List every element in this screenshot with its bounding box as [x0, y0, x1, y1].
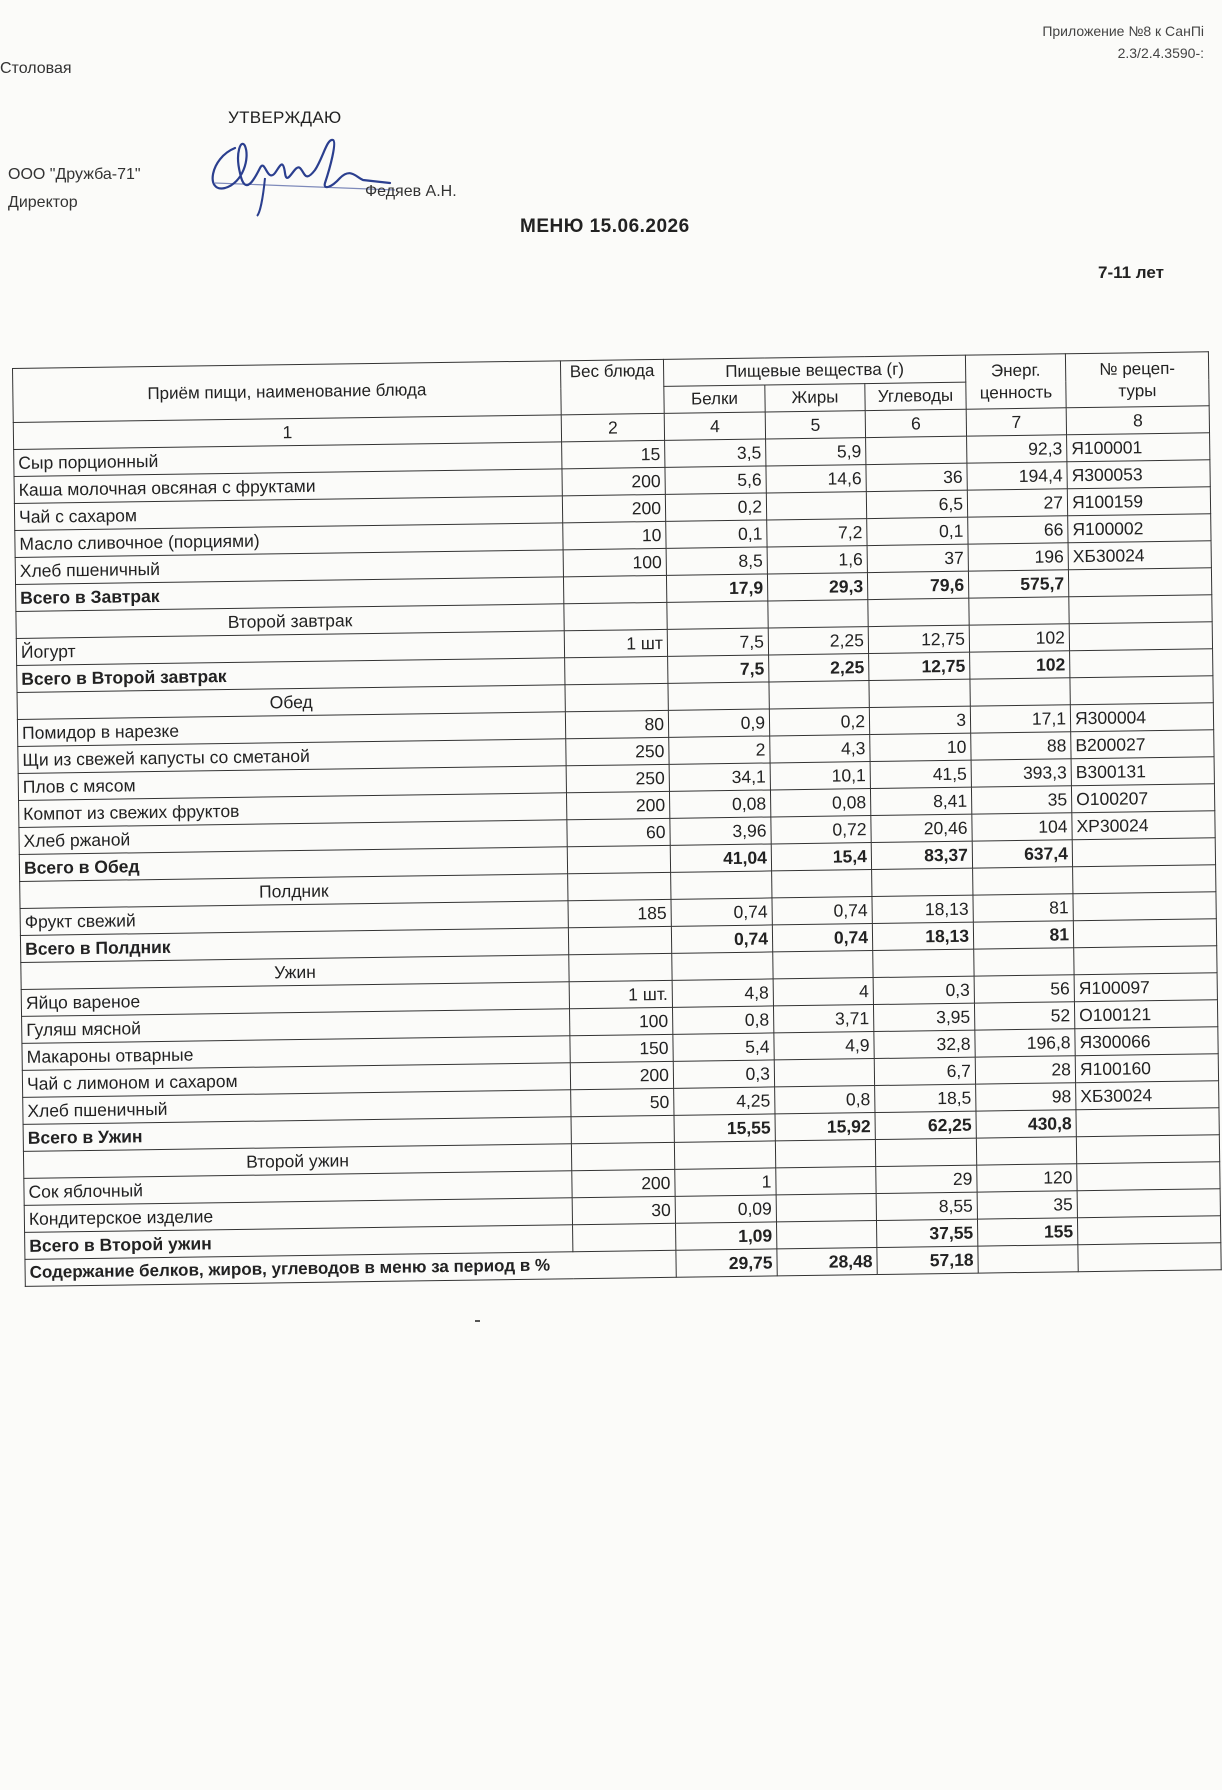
dish-weight: 200 [566, 791, 669, 819]
dish-recipe [1077, 1189, 1220, 1218]
dish-recipe: ХР30024 [1072, 811, 1215, 840]
dish-energy: 56 [974, 975, 1074, 1003]
dish-energy: 17,1 [970, 705, 1070, 733]
dish-carbs: 12,75 [868, 625, 969, 653]
dish-recipe: О100121 [1074, 1000, 1217, 1029]
dish-fat: 4,9 [774, 1032, 874, 1060]
dish-recipe: Я100159 [1067, 487, 1210, 516]
total-label: Всего в Обед [19, 847, 567, 882]
total-energy: 430,8 [976, 1110, 1076, 1138]
total-protein: 17,9 [666, 574, 767, 602]
header-recipe-line-1: № рецеп- [1099, 358, 1176, 379]
dish-fat: 4 [773, 978, 873, 1006]
dish-energy: 27 [967, 489, 1067, 517]
dish-name: Щи из свежей капусты со сметаной [18, 739, 566, 774]
empty-cell [674, 1141, 775, 1169]
summary-carbs: 57,18 [877, 1246, 978, 1274]
total-energy: 575,7 [968, 570, 1068, 598]
dish-protein: 34,1 [669, 763, 770, 791]
dish-name: Кондитерское изделие [24, 1198, 572, 1233]
dish-name: Сок яблочный [24, 1171, 572, 1206]
header-recipe [1065, 352, 1209, 408]
dish-recipe: О100207 [1071, 784, 1214, 813]
col-number: 7 [966, 408, 1066, 436]
empty-cell [573, 1223, 676, 1251]
dish-protein: 4,25 [674, 1087, 775, 1115]
empty-cell [978, 1245, 1078, 1273]
empty-cell [565, 683, 668, 711]
dish-fat: 7,2 [767, 519, 867, 547]
total-fat: 15,4 [771, 843, 871, 871]
empty-cell [671, 871, 772, 899]
total-carbs: 62,25 [875, 1111, 976, 1139]
dish-recipe: Я300004 [1070, 703, 1213, 732]
empty-cell [1070, 649, 1213, 678]
dish-carbs: 6,5 [866, 490, 967, 518]
empty-cell [976, 1137, 1076, 1165]
total-carbs: 18,13 [872, 922, 973, 950]
dish-carbs: 0,1 [867, 517, 968, 545]
empty-cell [571, 1115, 674, 1143]
empty-cell [873, 949, 974, 977]
header-protein: Белки [664, 385, 765, 413]
empty-cell [1070, 676, 1213, 705]
dish-carbs: 10 [870, 733, 971, 761]
dish-fat [776, 1194, 876, 1222]
dish-name: Йогурт [16, 631, 564, 666]
total-protein: 41,04 [670, 844, 771, 872]
dish-recipe: Я300053 [1067, 460, 1210, 489]
dish-protein: 7,5 [667, 628, 768, 656]
total-fat: 2,25 [769, 654, 869, 682]
empty-cell [969, 597, 1069, 625]
dish-recipe: Я100160 [1075, 1054, 1218, 1083]
dish-carbs: 41,5 [870, 760, 971, 788]
dish-protein: 0,9 [668, 709, 769, 737]
dish-carbs: 18,5 [875, 1084, 976, 1112]
dish-name: Компот из свежих фруктов [19, 793, 567, 828]
dish-weight: 200 [562, 494, 665, 522]
dish-name: Помидор в нарезке [17, 712, 565, 747]
total-protein: 7,5 [668, 655, 769, 683]
col-number: 1 [13, 415, 561, 450]
dish-weight: 80 [565, 710, 668, 738]
dish-name: Яйцо вареное [21, 982, 569, 1017]
dish-fat: 0,8 [775, 1086, 875, 1114]
dish-recipe [1077, 1162, 1220, 1191]
total-label: Всего в Второй завтрак [17, 658, 565, 693]
dish-carbs: 6,7 [874, 1057, 975, 1085]
dish-energy: 81 [973, 894, 1073, 922]
director-name: Федяев А.Н. [365, 183, 457, 200]
empty-cell [563, 575, 666, 603]
total-protein: 0,74 [671, 925, 772, 953]
dish-protein: 4,8 [672, 979, 773, 1007]
dish-fat [774, 1059, 874, 1087]
empty-cell [1076, 1108, 1219, 1137]
total-carbs: 12,75 [869, 652, 970, 680]
total-fat: 15,92 [775, 1113, 875, 1141]
total-label: Всего в Ужин [23, 1117, 571, 1152]
empty-cell [668, 682, 769, 710]
empty-cell [869, 679, 970, 707]
header-nutrients: Пищевые вещества (г) [663, 355, 965, 386]
dish-weight: 200 [562, 467, 665, 495]
dish-name: Чай с лимоном и сахаром [22, 1063, 570, 1098]
dish-fat: 0,2 [769, 708, 869, 736]
dish-fat: 3,71 [773, 1005, 873, 1033]
dish-protein: 0,74 [671, 898, 772, 926]
org-type: Столовая [0, 60, 72, 77]
dish-name: Сыр порционный [14, 442, 562, 477]
dish-fat: 0,74 [772, 897, 872, 925]
total-energy: 155 [978, 1218, 1078, 1246]
dish-energy: 393,3 [971, 759, 1071, 787]
dish-protein: 0,8 [672, 1006, 773, 1034]
empty-cell [970, 678, 1070, 706]
dish-recipe: Я100001 [1067, 433, 1210, 462]
dish-protein: 5,6 [665, 466, 766, 494]
dish-energy: 66 [968, 516, 1068, 544]
empty-cell [567, 845, 670, 873]
empty-cell [875, 1138, 976, 1166]
dish-name: Хлеб пшеничный [15, 550, 563, 585]
dish-protein: 2 [669, 736, 770, 764]
dish-protein: 1 [675, 1168, 776, 1196]
header-energy-line-2: ценность [979, 381, 1053, 402]
empty-cell [1073, 919, 1216, 948]
director-position: Директор [8, 194, 78, 211]
empty-cell [768, 600, 868, 628]
dish-weight: 60 [567, 818, 670, 846]
header-carbs: Углеводы [865, 382, 966, 410]
dish-recipe: В200027 [1071, 730, 1214, 759]
dish-energy: 92,3 [967, 435, 1067, 463]
dish-energy: 196,8 [975, 1029, 1075, 1057]
total-fat: 29,3 [767, 573, 867, 601]
empty-cell [568, 926, 671, 954]
dish-carbs: 36 [866, 463, 967, 491]
dish-energy: 35 [977, 1191, 1077, 1219]
total-fat [776, 1221, 876, 1249]
dish-energy: 98 [976, 1083, 1076, 1111]
dish-carbs: 29 [876, 1165, 977, 1193]
dish-name: Хлеб ржаной [19, 820, 567, 855]
dish-weight: 150 [570, 1034, 673, 1062]
col-number: 6 [865, 409, 966, 437]
dish-carbs: 18,13 [872, 895, 973, 923]
dish-carbs: 20,46 [871, 814, 972, 842]
dish-weight: 10 [563, 521, 666, 549]
col-number: 4 [664, 412, 765, 440]
header-energy [965, 354, 1066, 409]
dish-fat [776, 1167, 876, 1195]
dish-recipe [1069, 622, 1212, 651]
dish-fat [766, 492, 866, 520]
dish-fat: 2,25 [768, 627, 868, 655]
dish-carbs [866, 436, 967, 464]
dish-carbs: 3,95 [873, 1003, 974, 1031]
empty-cell [569, 953, 672, 981]
dish-carbs: 0,3 [873, 976, 974, 1004]
dish-recipe [1073, 892, 1216, 921]
col-number: 5 [765, 411, 865, 439]
summary-fat: 28,48 [777, 1248, 877, 1276]
dish-weight: 1 шт [564, 629, 667, 657]
age-group: 7-11 лет [1098, 263, 1164, 282]
empty-cell [1076, 1135, 1219, 1164]
page-title: МЕНЮ 15.06.2026 [520, 216, 690, 237]
total-carbs: 37,55 [876, 1219, 977, 1247]
dish-energy: 102 [969, 624, 1069, 652]
empty-cell [565, 656, 668, 684]
col-number: 2 [561, 413, 664, 441]
dish-protein: 0,2 [665, 493, 766, 521]
empty-cell [672, 952, 773, 980]
dish-weight: 100 [570, 1007, 673, 1035]
total-carbs: 79,6 [867, 571, 968, 599]
dish-protein: 3,96 [670, 817, 771, 845]
dish-protein: 0,08 [669, 790, 770, 818]
dish-protein: 3,5 [665, 439, 766, 467]
dish-name: Каша молочная овсяная с фруктами [14, 469, 562, 504]
menu-body [13, 406, 1221, 1287]
dish-name: Гуляш мясной [22, 1009, 570, 1044]
dish-name: Фрукт свежий [20, 901, 568, 936]
dish-carbs: 32,8 [874, 1030, 975, 1058]
dish-protein: 0,1 [666, 520, 767, 548]
empty-cell [974, 948, 1074, 976]
dish-name: Хлеб пшеничный [23, 1090, 571, 1125]
dish-energy: 104 [972, 813, 1072, 841]
dish-carbs: 37 [867, 544, 968, 572]
dish-recipe: Я100002 [1068, 514, 1211, 543]
section-name: Второй ужин [23, 1144, 571, 1179]
empty-cell [1077, 1216, 1220, 1245]
appendix-note [1042, 20, 1204, 64]
header-dish: Приём пищи, наименование блюда [13, 361, 562, 423]
header-fat: Жиры [765, 384, 865, 412]
dish-fat: 5,9 [766, 438, 866, 466]
dish-name: Плов с мясом [18, 766, 566, 801]
dish-protein: 0,3 [673, 1060, 774, 1088]
empty-cell [564, 602, 667, 630]
dish-carbs: 8,55 [876, 1192, 977, 1220]
empty-cell [973, 867, 1073, 895]
dish-weight: 250 [566, 737, 669, 765]
dish-fat: 10,1 [770, 762, 870, 790]
empty-cell [775, 1140, 875, 1168]
empty-cell [1068, 568, 1211, 597]
summary-label: Содержание белков, жиров, углеводов в меню за период в % [25, 1250, 676, 1286]
dish-carbs: 3 [869, 706, 970, 734]
dish-weight: 250 [566, 764, 669, 792]
dish-energy: 196 [968, 543, 1068, 571]
summary-protein: 29,75 [676, 1249, 777, 1277]
dish-energy: 35 [971, 786, 1071, 814]
section-name: Ужин [21, 955, 569, 990]
dish-energy: 120 [977, 1164, 1077, 1192]
total-protein: 15,55 [674, 1114, 775, 1142]
empty-cell [1073, 865, 1216, 894]
total-protein: 1,09 [676, 1222, 777, 1250]
appendix-line-2: 2.3/2.4.3590-: [1117, 45, 1204, 61]
dish-weight: 200 [572, 1169, 675, 1197]
dish-fat: 0,08 [770, 789, 870, 817]
total-energy: 102 [970, 651, 1070, 679]
dish-fat: 14,6 [766, 465, 866, 493]
dish-carbs: 8,41 [870, 787, 971, 815]
dish-energy: 88 [971, 732, 1071, 760]
dish-weight: 200 [570, 1061, 673, 1089]
empty-cell [1072, 838, 1215, 867]
dish-name: Масло сливочное (порциями) [15, 523, 563, 558]
appendix-line-1: Приложение №8 к СанПі [1042, 23, 1204, 39]
empty-cell [1078, 1243, 1221, 1272]
dish-fat: 4,3 [770, 735, 870, 763]
col-number: 8 [1066, 406, 1209, 435]
header-weight: Вес блюда [560, 359, 664, 414]
total-label: Всего в Завтрак [16, 577, 564, 612]
empty-cell [773, 951, 873, 979]
empty-cell [568, 872, 671, 900]
empty-cell [868, 598, 969, 626]
dish-energy: 194,4 [967, 462, 1067, 490]
dish-weight: 185 [568, 899, 671, 927]
section-name: Обед [17, 685, 565, 720]
dish-protein: 0,09 [675, 1195, 776, 1223]
empty-cell [872, 868, 973, 896]
dish-protein: 8,5 [666, 547, 767, 575]
header-recipe-line-2: туры [1118, 380, 1157, 401]
total-energy: 81 [973, 921, 1073, 949]
dish-energy: 28 [975, 1056, 1075, 1084]
total-label: Всего в Полдник [20, 928, 568, 963]
total-energy: 637,4 [972, 840, 1072, 868]
dish-recipe: Я300066 [1075, 1027, 1218, 1056]
empty-cell [1069, 595, 1212, 624]
menu-table [12, 351, 1222, 1287]
empty-cell [667, 601, 768, 629]
header-energy-line-1: Энерг. [990, 360, 1041, 380]
dish-weight: 15 [562, 440, 665, 468]
dish-weight: 50 [571, 1088, 674, 1116]
dish-fat: 0,72 [771, 816, 871, 844]
dish-recipe: ХБ30024 [1068, 541, 1211, 570]
total-label: Всего в Второй ужин [25, 1225, 573, 1260]
dish-energy: 52 [974, 1002, 1074, 1030]
section-name: Полдник [20, 874, 568, 909]
approve-label: УТВЕРЖДАЮ [228, 108, 342, 127]
dish-recipe: В300131 [1071, 757, 1214, 786]
section-name: Второй завтрак [16, 604, 564, 639]
director-signature [205, 128, 405, 218]
dish-fat: 1,6 [767, 546, 867, 574]
dish-weight: 1 шт. [569, 980, 672, 1008]
total-carbs: 83,37 [871, 841, 972, 869]
total-fat: 0,74 [772, 924, 872, 952]
empty-cell [1074, 946, 1217, 975]
empty-cell [772, 870, 872, 898]
empty-cell [571, 1142, 674, 1170]
dish-name: Чай с сахаром [14, 496, 562, 531]
dish-name: Макароны отварные [22, 1036, 570, 1071]
dish-weight: 30 [572, 1196, 675, 1224]
dish-recipe: ХБ30024 [1076, 1081, 1219, 1110]
org-name: ООО "Дружба-71" [8, 166, 141, 183]
empty-cell [769, 681, 869, 709]
dish-recipe: Я100097 [1074, 973, 1217, 1002]
dish-protein: 5,4 [673, 1033, 774, 1061]
stray-mark [475, 1320, 480, 1322]
dish-weight: 100 [563, 548, 666, 576]
